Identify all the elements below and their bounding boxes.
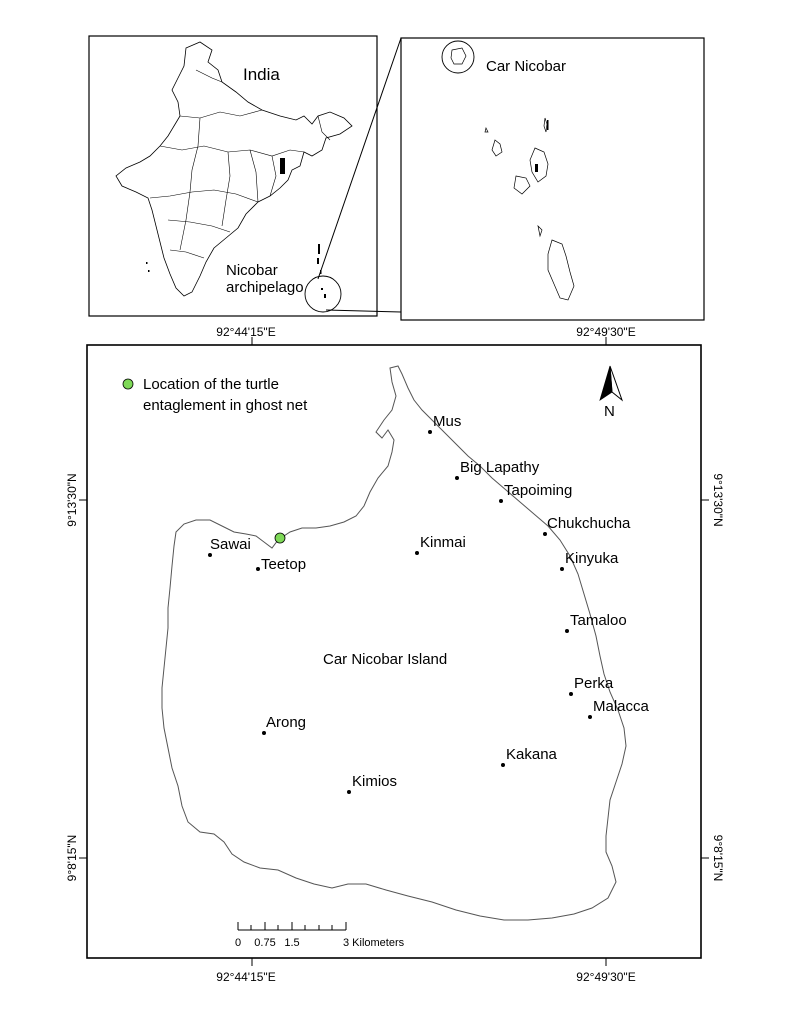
village-label: Kinmai: [420, 534, 466, 551]
turtle-location-marker: [275, 533, 285, 543]
legend-line2: entaglement in ghost net: [143, 397, 308, 414]
village-label: Kimios: [352, 773, 398, 790]
india-title: India: [243, 65, 280, 84]
island-name: Car Nicobar Island: [323, 651, 448, 668]
village-point-arong: [262, 731, 266, 735]
village-point-malacca: [588, 715, 592, 719]
coord-bottom-left-lon: 92°44'15"E: [216, 970, 276, 984]
village-point-teetop: [256, 567, 260, 571]
coord-left-lat-bottom: 9°8'15"N: [65, 834, 79, 882]
village-point-kakana: [501, 763, 505, 767]
main-map: [79, 337, 709, 966]
village-label: Tamaloo: [570, 612, 627, 629]
village-label: Perka: [574, 675, 614, 692]
village-label: Tapoiming: [504, 482, 573, 499]
india-inset: [89, 36, 377, 316]
nicobar-inset-frame: [401, 38, 704, 320]
village-point-tapoiming: [499, 499, 503, 503]
coord-bottom-right-lon: 92°49'30"E: [576, 970, 636, 984]
scale-tick-15: 1.5: [284, 937, 300, 949]
village-point-kinmai: [415, 551, 419, 555]
india-dark-region: [280, 158, 285, 174]
nicobar-label-line2: archipelago: [226, 279, 304, 296]
lakshadweep: [146, 262, 148, 264]
village-label: Arong: [266, 714, 307, 731]
nicobar-label-line1: Nicobar: [226, 262, 278, 279]
coord-right-lat-bottom: 9°8'15"N: [711, 834, 725, 882]
village-point-perka: [569, 692, 573, 696]
village-label: Malacca: [593, 698, 649, 715]
village-point-kinyuka: [560, 567, 564, 571]
village-point-sawai: [208, 553, 212, 557]
legend-line1: Location of the turtle: [143, 376, 279, 393]
car-nicobar-label: Car Nicobar: [486, 58, 567, 75]
village-label: Teetop: [261, 556, 307, 573]
scale-tick-075: 0.75: [254, 937, 276, 949]
coord-top-left-lon: 92°44'15"E: [216, 325, 276, 339]
village-label: Kakana: [506, 746, 557, 763]
village-label: Sawai: [210, 536, 251, 553]
village-label: Kinyuka: [565, 550, 619, 567]
north-arrow-label: N: [604, 403, 615, 420]
village-point-kimios: [347, 790, 351, 794]
coord-left-lat-top: 9°13'30"N: [65, 473, 79, 527]
village-label: Mus: [433, 413, 462, 430]
coord-top-right-lon: 92°49'30"E: [576, 325, 636, 339]
village-label: Big Lapathy: [460, 459, 540, 476]
village-point-mus: [428, 430, 432, 434]
coord-right-lat-top: 9°13'30"N: [711, 473, 725, 527]
village-label: Chukchucha: [547, 515, 631, 532]
village-point-chukchucha: [543, 532, 547, 536]
village-point-tamaloo: [565, 629, 569, 633]
scale-tick-0: 0: [234, 937, 242, 949]
scale-tick-3: 3 Kilometers: [343, 937, 405, 949]
legend-marker: [123, 379, 133, 389]
village-point-big-lapathy: [455, 476, 459, 480]
